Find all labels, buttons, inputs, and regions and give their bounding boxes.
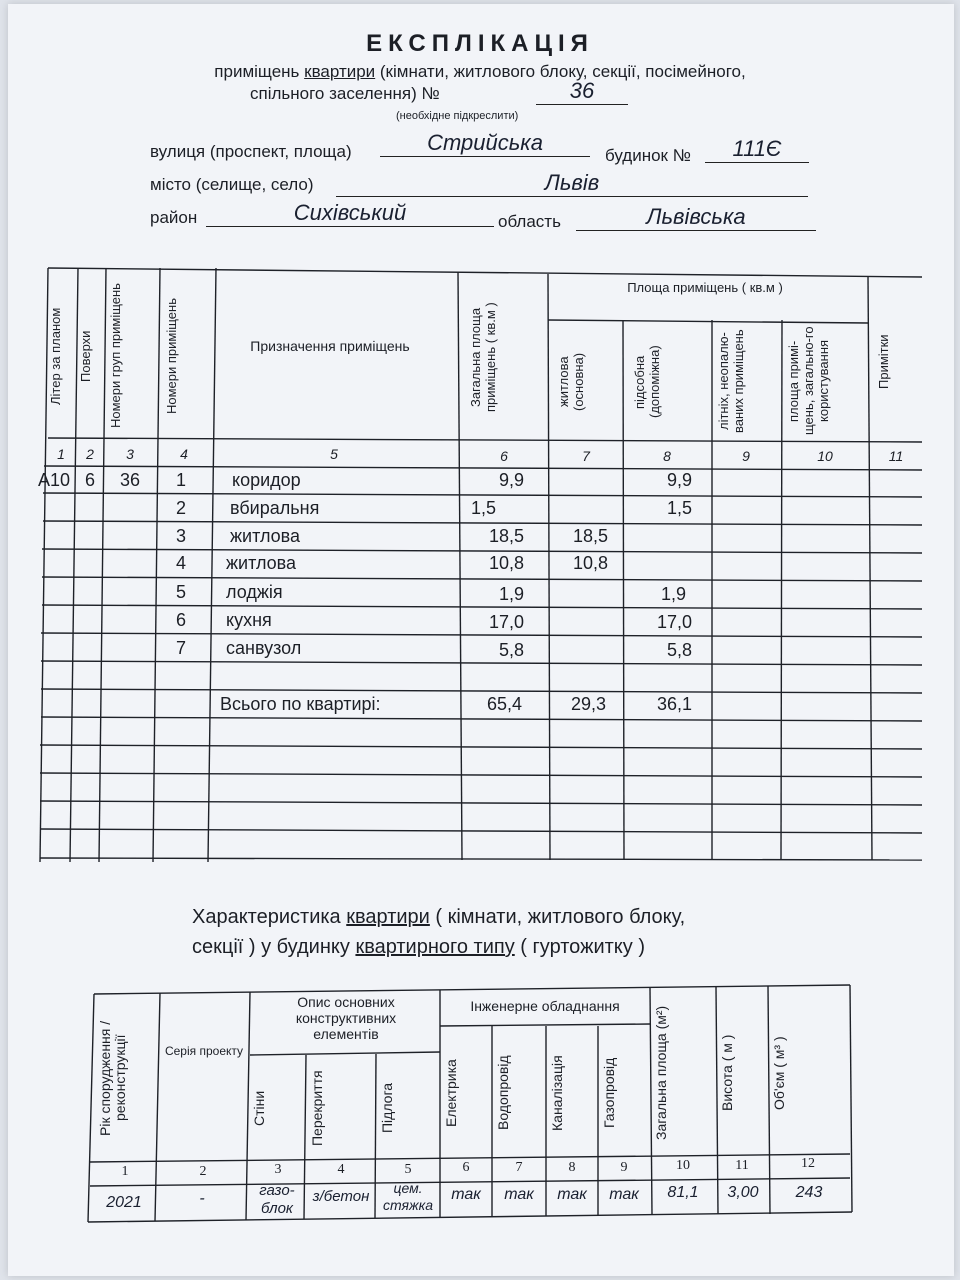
document-title: ЕКСПЛІКАЦІЯ xyxy=(366,30,594,57)
room-total: 10,8 xyxy=(488,553,524,573)
group-value: 36 xyxy=(119,470,141,490)
subtitle-text: приміщень xyxy=(214,62,305,81)
value-floor-cover-line1: цем. xyxy=(393,1180,423,1196)
room-no: 1 xyxy=(175,470,186,490)
underline-note: (необхідне підкреслити) xyxy=(396,110,519,122)
room-aux: 1,9 xyxy=(660,584,686,604)
characteristic-underlined: квартирного типу xyxy=(355,936,515,958)
col-number: 2 xyxy=(86,446,94,462)
col-number: 7 xyxy=(515,1160,523,1175)
room-total: 9,9 xyxy=(498,470,524,490)
header-walls: Стіни xyxy=(251,1090,267,1126)
total-area: 65,4 xyxy=(486,694,522,714)
room-living: 10,8 xyxy=(572,553,608,573)
header-group-numbers: Номери груп приміщень xyxy=(108,283,123,429)
characteristic-text: Характеристика xyxy=(192,906,347,928)
street-label: вулиця (проспект, площа) xyxy=(150,142,352,161)
characteristic-text: секції ) у будинку xyxy=(192,936,356,958)
col-number: 11 xyxy=(888,448,904,464)
col-number: 4 xyxy=(180,446,188,462)
value-walls-line2: блок xyxy=(261,1200,293,1217)
header-common-area: площа примі-щень, загально-го користування xyxy=(786,326,831,436)
value-floor-cover-line2: стяжка xyxy=(382,1197,433,1213)
total-label: Всього по квартирі: xyxy=(220,694,381,714)
room-total: 1,9 xyxy=(498,584,524,604)
room-no: 2 xyxy=(175,498,186,518)
room-name: коридор xyxy=(232,470,301,490)
building-label: будинок № xyxy=(605,146,691,165)
col-number: 9 xyxy=(742,448,750,464)
col-number: 10 xyxy=(676,1158,690,1173)
header-gas: Газопровід xyxy=(601,1057,617,1129)
value-gas: так xyxy=(609,1186,639,1203)
header-notes: Примітки xyxy=(876,334,891,390)
total-aux: 36,1 xyxy=(656,694,692,714)
room-total: 5,8 xyxy=(498,640,524,660)
value-floor-cover xyxy=(376,1180,440,1214)
col-number: 7 xyxy=(582,448,590,464)
value-floors: з/бетон xyxy=(312,1188,370,1205)
col-number: 3 xyxy=(126,446,134,462)
total-living: 29,3 xyxy=(570,694,606,714)
header-sewer: Каналізація xyxy=(549,1055,565,1131)
subtitle-underlined: квартири xyxy=(304,62,376,81)
room-name: лоджія xyxy=(226,582,283,602)
characteristic-underlined: квартири xyxy=(346,906,430,928)
room-aux: 1,5 xyxy=(666,498,692,518)
value-year: 2021 xyxy=(106,1194,142,1211)
header-height: Висота ( м ) xyxy=(719,1034,735,1112)
col-number: 9 xyxy=(620,1160,628,1175)
room-total: 18,5 xyxy=(488,526,524,546)
room-no: 7 xyxy=(175,638,186,658)
value-water: так xyxy=(504,1186,534,1203)
header-floors: Перекриття xyxy=(309,1070,325,1146)
district-label: район xyxy=(150,208,198,227)
header-volume: Об'єм ( м³ ) xyxy=(771,1036,787,1110)
room-name: вбиральня xyxy=(230,498,320,518)
header-floors: Поверхи xyxy=(78,330,93,382)
value-sewer: так xyxy=(557,1186,587,1203)
value-volume: 243 xyxy=(795,1184,823,1201)
header-auxiliary-area: підсобна (допоміжна) xyxy=(632,345,662,419)
header-year: Рік спорудження / реконструкції xyxy=(97,1020,128,1136)
value-area: 81,1 xyxy=(667,1184,699,1201)
col-number: 6 xyxy=(462,1160,470,1175)
col-number: 6 xyxy=(500,448,508,464)
room-no: 5 xyxy=(175,582,186,602)
header-area: Загальна площа (м²) xyxy=(653,1005,669,1141)
col-number: 5 xyxy=(404,1162,412,1177)
liter-value: А10 xyxy=(37,470,71,490)
value-walls-line1: газо- xyxy=(259,1182,295,1199)
col-number: 4 xyxy=(337,1162,345,1177)
value-height: 3,00 xyxy=(727,1184,759,1201)
header-unheated-area: літніх, неопалю-ваних приміщень xyxy=(716,329,746,433)
col-number: 10 xyxy=(817,448,833,464)
room-no: 6 xyxy=(175,610,186,630)
header-room-numbers: Номери приміщень xyxy=(164,298,179,414)
subtitle-line-2: спільного заселення) № xyxy=(250,84,440,103)
room-no: 3 xyxy=(175,526,186,546)
city-value: Львів xyxy=(336,170,808,197)
header-eng-group: Інженерне обладнання xyxy=(470,998,620,1014)
header-liter: Літер за планом xyxy=(48,307,63,405)
room-living: 18,5 xyxy=(572,526,608,546)
room-name: санвузол xyxy=(226,638,302,658)
header-struct-group: Опис основних конструктивних елементів xyxy=(295,994,397,1042)
header-electric: Електрика xyxy=(443,1059,459,1127)
col-number: 12 xyxy=(801,1156,815,1171)
room-total: 1,5 xyxy=(470,498,496,518)
floor-value: 6 xyxy=(84,470,95,490)
col-number: 11 xyxy=(735,1158,749,1173)
room-total: 17,0 xyxy=(488,612,524,632)
header-area-group: Площа приміщень ( кв.м ) xyxy=(627,280,783,295)
value-series: - xyxy=(199,1190,205,1207)
col-number: 2 xyxy=(199,1164,207,1179)
col-number: 3 xyxy=(274,1162,282,1177)
building-value: 111Є xyxy=(705,136,809,163)
header-living-area: житлова (основна) xyxy=(556,352,586,412)
header-purpose: Призначення приміщень xyxy=(250,338,410,354)
room-aux: 17,0 xyxy=(656,612,692,632)
col-number: 1 xyxy=(121,1164,129,1179)
district-value: Сихівський xyxy=(206,200,494,227)
header-total-area: Загальна площа приміщень ( кв.м ) xyxy=(468,302,498,412)
room-no: 4 xyxy=(175,553,186,573)
value-walls xyxy=(250,1182,304,1218)
room-aux: 5,8 xyxy=(666,640,692,660)
col-number: 5 xyxy=(330,446,338,462)
room-name: житлова xyxy=(226,553,297,573)
region-label: область xyxy=(498,212,561,231)
header-water: Водопровід xyxy=(495,1055,511,1131)
subtitle-text-post: (кімнати, житлового блоку, секції, посімейного, xyxy=(375,62,746,81)
room-aux: 9,9 xyxy=(666,470,692,490)
header-series: Серія проекту xyxy=(164,1044,244,1058)
city-label: місто (селище, село) xyxy=(150,175,314,194)
characteristic-text-post: ( гуртожитку ) xyxy=(514,936,645,958)
room-name: житлова xyxy=(230,526,301,546)
col-number: 1 xyxy=(57,446,65,462)
street-value: Стрийська xyxy=(380,130,590,157)
room-name: кухня xyxy=(226,610,272,630)
col-number: 8 xyxy=(568,1160,576,1175)
value-electric: так xyxy=(451,1186,481,1203)
flat-number: 36 xyxy=(536,78,628,105)
header-floor-cover: Підлога xyxy=(379,1082,395,1134)
region-value: Львівська xyxy=(576,204,816,231)
col-number: 8 xyxy=(663,448,671,464)
characteristic-text-post: ( кімнати, житлового блоку, xyxy=(429,906,686,928)
